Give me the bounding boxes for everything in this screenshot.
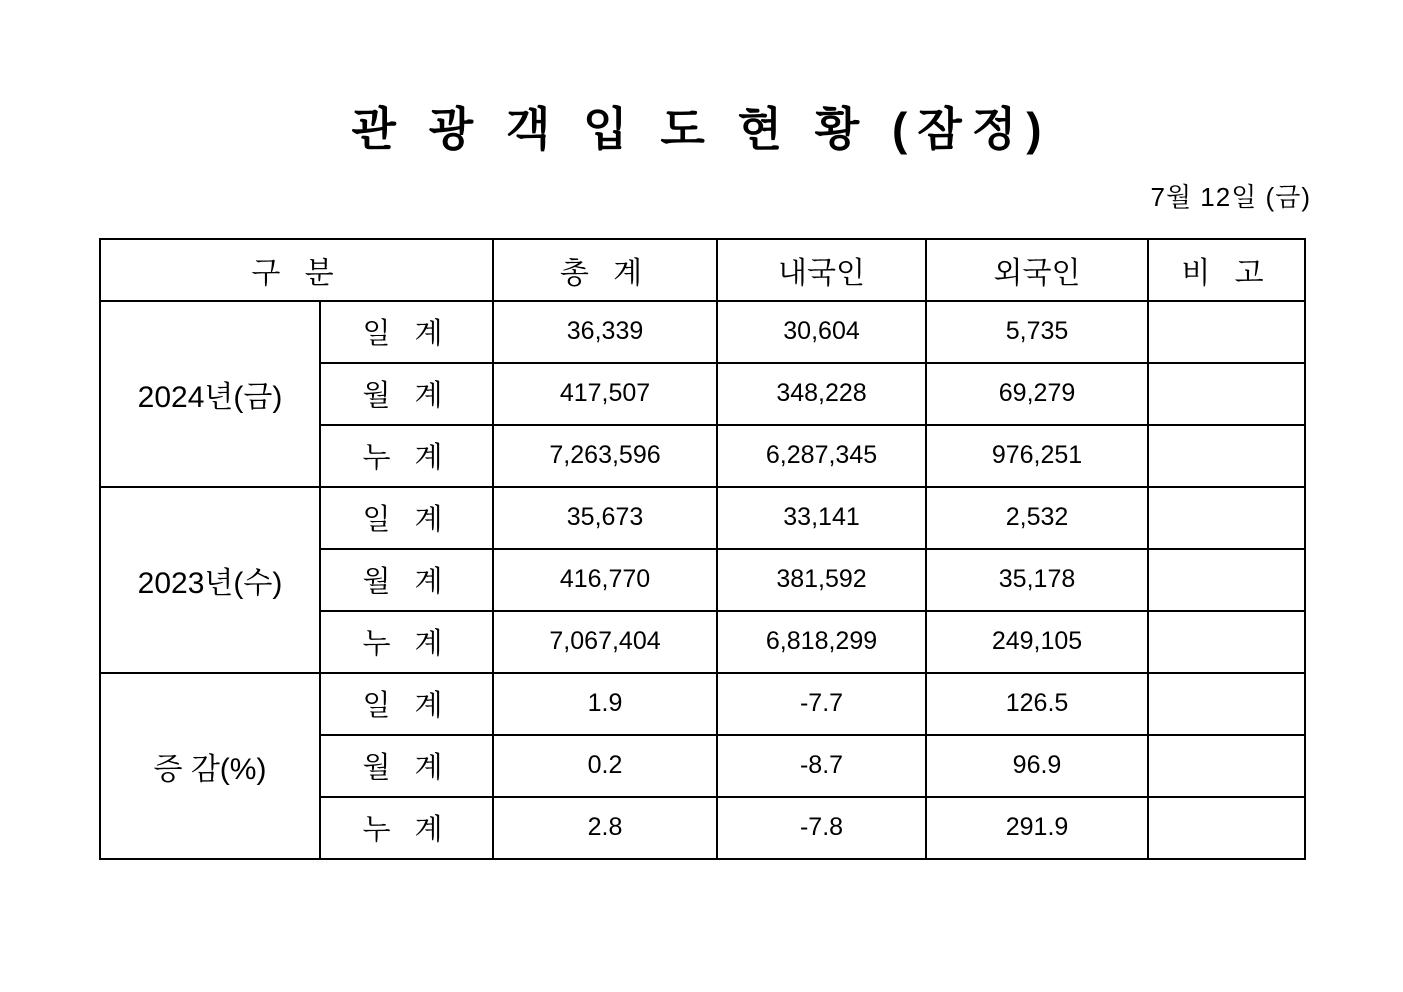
cell-foreign: 249,105 — [926, 611, 1148, 673]
cell-domestic: -8.7 — [717, 735, 926, 797]
cell-total: 416,770 — [493, 549, 717, 611]
statistics-table-container — [99, 238, 1304, 860]
cell-note — [1148, 735, 1305, 797]
cell-domestic: -7.8 — [717, 797, 926, 859]
column-header-foreign: 외국인 — [926, 239, 1148, 301]
table-row — [100, 673, 1305, 735]
cell-note — [1148, 363, 1305, 425]
cell-foreign: 2,532 — [926, 487, 1148, 549]
cell-domestic: 33,141 — [717, 487, 926, 549]
cell-domestic: 348,228 — [717, 363, 926, 425]
column-header-domestic: 내국인 — [717, 239, 926, 301]
column-header-category: 구 분 — [100, 239, 493, 301]
table-header-row — [100, 239, 1305, 301]
cell-foreign: 976,251 — [926, 425, 1148, 487]
cell-domestic: 6,287,345 — [717, 425, 926, 487]
cell-total: 7,067,404 — [493, 611, 717, 673]
cell-note — [1148, 425, 1305, 487]
cell-foreign: 35,178 — [926, 549, 1148, 611]
row-label-cumulative: 누 계 — [320, 425, 493, 487]
cell-foreign: 96.9 — [926, 735, 1148, 797]
cell-foreign: 5,735 — [926, 301, 1148, 363]
page-title: 관 광 객 입 도 현 황 (잠정) — [351, 103, 1052, 155]
cell-foreign: 69,279 — [926, 363, 1148, 425]
cell-note — [1148, 673, 1305, 735]
table-row — [100, 487, 1305, 549]
cell-foreign: 126.5 — [926, 673, 1148, 735]
group-label-2023: 2023년(수) — [100, 487, 320, 673]
report-date: 7월 12일 (금) — [1150, 181, 1311, 212]
row-label-daily: 일 계 — [320, 301, 493, 363]
cell-total: 1.9 — [493, 673, 717, 735]
tourist-arrivals-table — [99, 238, 1306, 860]
cell-total: 0.2 — [493, 735, 717, 797]
cell-note — [1148, 611, 1305, 673]
cell-domestic: -7.7 — [717, 673, 926, 735]
cell-total: 35,673 — [493, 487, 717, 549]
cell-domestic: 381,592 — [717, 549, 926, 611]
row-label-daily: 일 계 — [320, 487, 493, 549]
cell-domestic: 6,818,299 — [717, 611, 926, 673]
row-label-cumulative: 누 계 — [320, 797, 493, 859]
cell-total: 36,339 — [493, 301, 717, 363]
group-label-change: 증 감(%) — [100, 673, 320, 859]
table-row — [100, 301, 1305, 363]
row-label-daily: 일 계 — [320, 673, 493, 735]
cell-note — [1148, 797, 1305, 859]
group-label-2024: 2024년(금) — [100, 301, 320, 487]
cell-foreign: 291.9 — [926, 797, 1148, 859]
cell-total: 7,263,596 — [493, 425, 717, 487]
table-body — [100, 301, 1305, 859]
cell-total: 417,507 — [493, 363, 717, 425]
row-label-cumulative: 누 계 — [320, 611, 493, 673]
row-label-monthly: 월 계 — [320, 735, 493, 797]
row-label-monthly: 월 계 — [320, 549, 493, 611]
cell-domestic: 30,604 — [717, 301, 926, 363]
row-label-monthly: 월 계 — [320, 363, 493, 425]
cell-note — [1148, 549, 1305, 611]
column-header-note: 비 고 — [1148, 239, 1305, 301]
cell-note — [1148, 487, 1305, 549]
cell-total: 2.8 — [493, 797, 717, 859]
table-header — [100, 239, 1305, 301]
column-header-total: 총 계 — [493, 239, 717, 301]
cell-note — [1148, 301, 1305, 363]
